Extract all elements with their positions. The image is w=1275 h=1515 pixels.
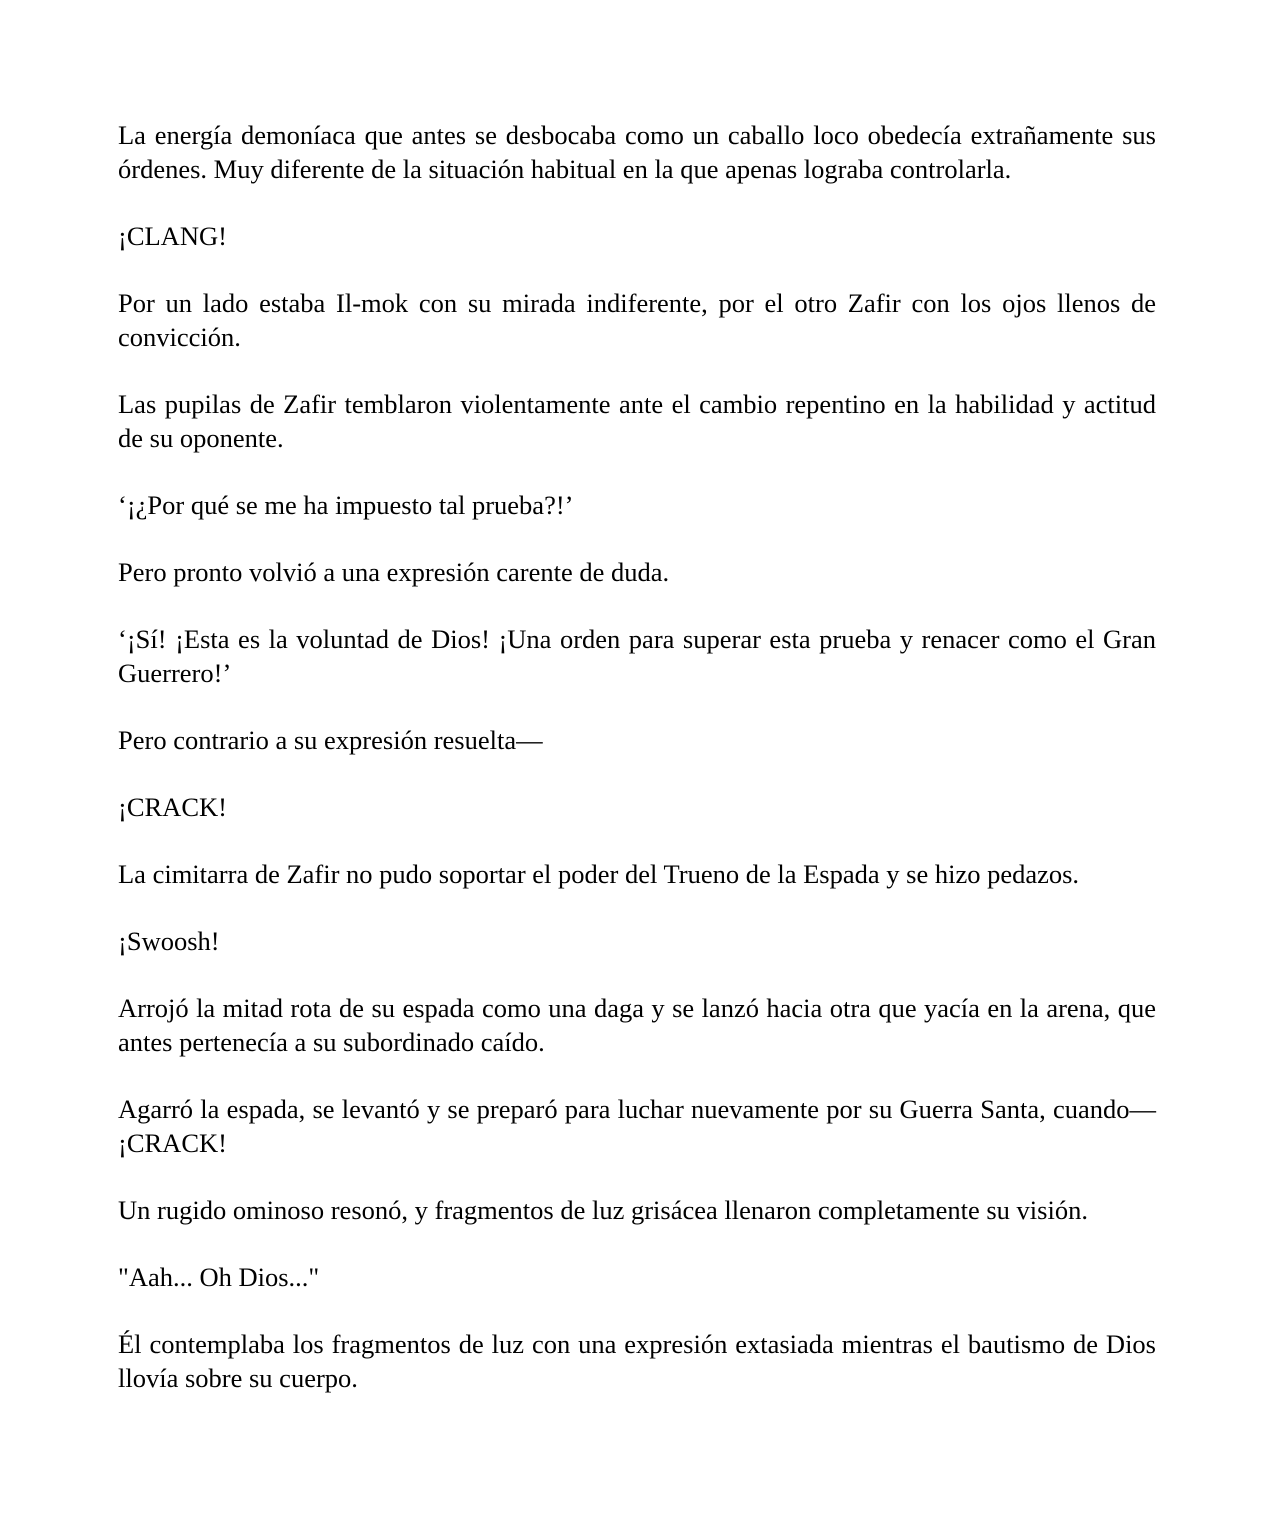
paragraph: La energía demoníaca que antes se desbocaba como un caballo loco obedecía extrañamente sus órdenes. Muy diferente de la situación habitual en la que apenas lograba controlarla. — [118, 120, 1156, 184]
paragraph: La cimitarra de Zafir no pudo soportar el poder del Trueno de la Espada y se hizo pedazos. — [118, 859, 1080, 889]
paragraph: Pero contrario a su expresión resuelta— — [118, 725, 543, 755]
paragraph: "Aah... Oh Dios..." — [118, 1262, 320, 1292]
paragraph: Las pupilas de Zafir temblaron violentamente ante el cambio repentino en la habilidad y actitud de su oponente. — [118, 389, 1156, 453]
paragraph: Arrojó la mitad rota de su espada como una daga y se lanzó hacia otra que yacía en la arena, que antes pertenecía a su subordinado caído. — [118, 993, 1156, 1057]
paragraph: Él contemplaba los fragmentos de luz con una expresión extasiada mientras el bautismo de Dios llovía sobre su cuerpo. — [118, 1329, 1156, 1393]
paragraph: Por un lado estaba Il-mok con su mirada indiferente, por el otro Zafir con los ojos llenos de convicción. — [118, 288, 1156, 352]
paragraph: ¡CLANG! — [118, 221, 227, 251]
paragraph: Agarró la espada, se levantó y se preparó para luchar nuevamente por su Guerra Santa, cuando— ¡CRACK! — [118, 1094, 1156, 1158]
document-page — [118, 118, 1156, 1395]
paragraph: Un rugido ominoso resonó, y fragmentos de luz grisácea llenaron completamente su visión. — [118, 1195, 1088, 1225]
paragraph: ¡Swoosh! — [118, 926, 220, 956]
paragraph: ‘¡Sí! ¡Esta es la voluntad de Dios! ¡Una orden para superar esta prueba y renacer como el Gran Guerrero!’ — [118, 624, 1156, 688]
paragraph: ‘¡¿Por qué se me ha impuesto tal prueba?!’ — [118, 490, 574, 520]
paragraph: Pero pronto volvió a una expresión carente de duda. — [118, 557, 670, 587]
paragraph: ¡CRACK! — [118, 792, 227, 822]
